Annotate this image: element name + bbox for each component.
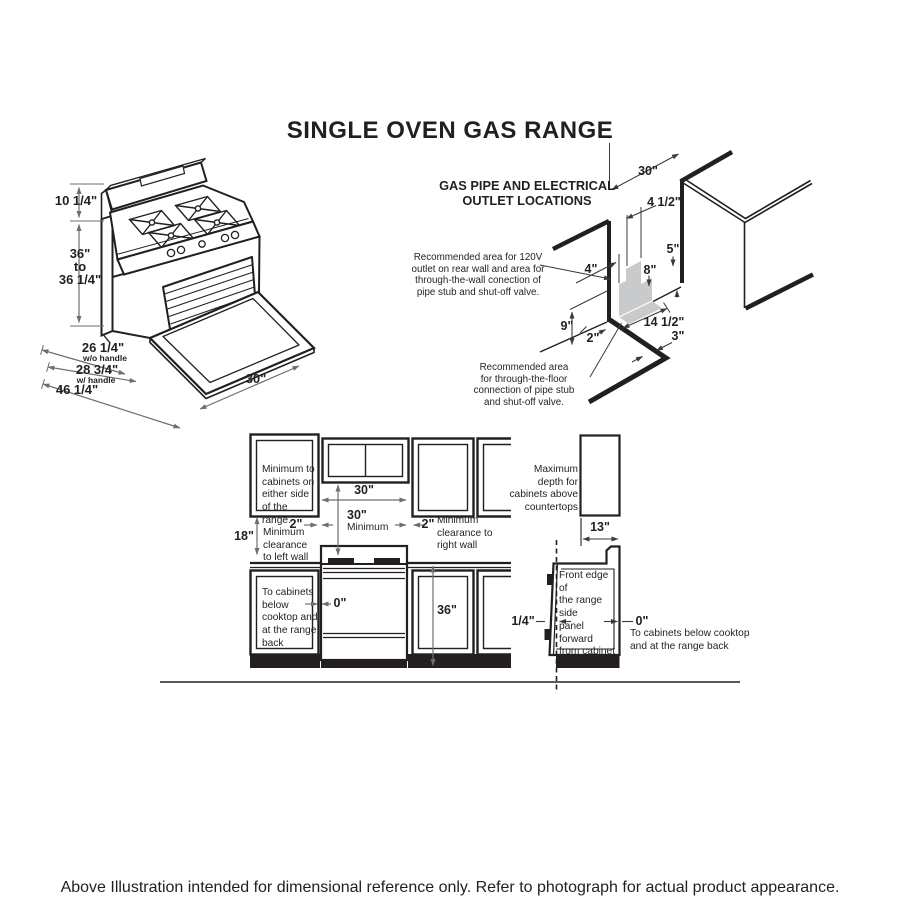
- dim-depth-door-open: 46 1/4": [55, 382, 99, 397]
- dim-gas-floor-width: 14 1/2": [643, 315, 685, 329]
- page-title: SINGLE OVEN GAS RANGE: [286, 117, 614, 144]
- dim-front-left-height: 18": [234, 529, 254, 543]
- dim-cooktop-height: 36" to 36 1/4": [58, 246, 102, 287]
- front-left-wall-note: Minimum clearance to left wall: [263, 527, 309, 564]
- gas-wall-note: Recommended area for 120V outlet on rear wall and area for through-the-wall conection of pipe stub and shut-off valve.: [411, 252, 545, 298]
- dim-front-opening-width: 30": [354, 483, 374, 497]
- gas-section-title: GAS PIPE AND ELECTRICAL OUTLET LOCATIONS: [439, 178, 615, 208]
- dim-gas-floor-depth: 3": [671, 329, 685, 343]
- dim-front-zero-clearance: 0": [333, 596, 347, 610]
- side-depth-note: Maximum depth for cabinets above countertops: [509, 464, 578, 514]
- dim-depth-with-handle: 28 3/4": [75, 362, 119, 377]
- dim-range-width: 30": [245, 371, 267, 386]
- dim-depth-no-handle-note: w/o handle: [83, 353, 127, 363]
- front-right-wall-note: Minimum clearance to right wall: [437, 515, 493, 552]
- dim-side-max-depth: 13": [590, 520, 610, 534]
- gas-floor-note: Recommended area for through-the-floor connection of pipe stub and shut-off valve.: [473, 362, 575, 408]
- front-upper-cabinet-note: Minimum to cabinets on either side of the range.: [262, 464, 315, 526]
- dim-gas-wall-height: 9": [560, 319, 574, 333]
- side-front-edge-note: Front edge of the range side panel forward from cabinet: [559, 570, 616, 658]
- side-zero-note: To cabinets below cooktop and at the range back: [630, 628, 750, 652]
- dim-front-gap-left: 2": [289, 517, 303, 531]
- dim-depth-no-handle: 26 1/4": [81, 340, 125, 355]
- dim-backguard-height: 10 1/4": [54, 193, 98, 208]
- dim-front-counter-height: 36": [437, 603, 457, 617]
- dim-gas-corner-offset: 2": [586, 331, 600, 345]
- dim-front-gap-right: 2": [421, 517, 435, 531]
- dim-side-front-offset: 1/4": [511, 614, 535, 628]
- dim-front-vertical-clearance: 30" Minimum: [347, 508, 389, 534]
- footer-disclaimer: Above Illustration intended for dimensional reference only. Refer to photograph for actual product appearance.: [60, 879, 840, 896]
- dim-depth-with-handle-note: w/ handle: [76, 375, 116, 385]
- dim-gas-gap-right: 5": [666, 242, 680, 256]
- dim-gas-gap-left: 4": [584, 262, 598, 276]
- dim-gas-area-width: 4 1/2": [647, 195, 681, 209]
- front-lower-cabinet-note: To cabinets below cooktop and at the range back: [262, 587, 318, 649]
- dim-gas-opening-width: 30": [638, 164, 658, 178]
- dim-gas-area-height: 8": [643, 263, 657, 277]
- dim-side-zero-clearance: 0": [635, 614, 649, 628]
